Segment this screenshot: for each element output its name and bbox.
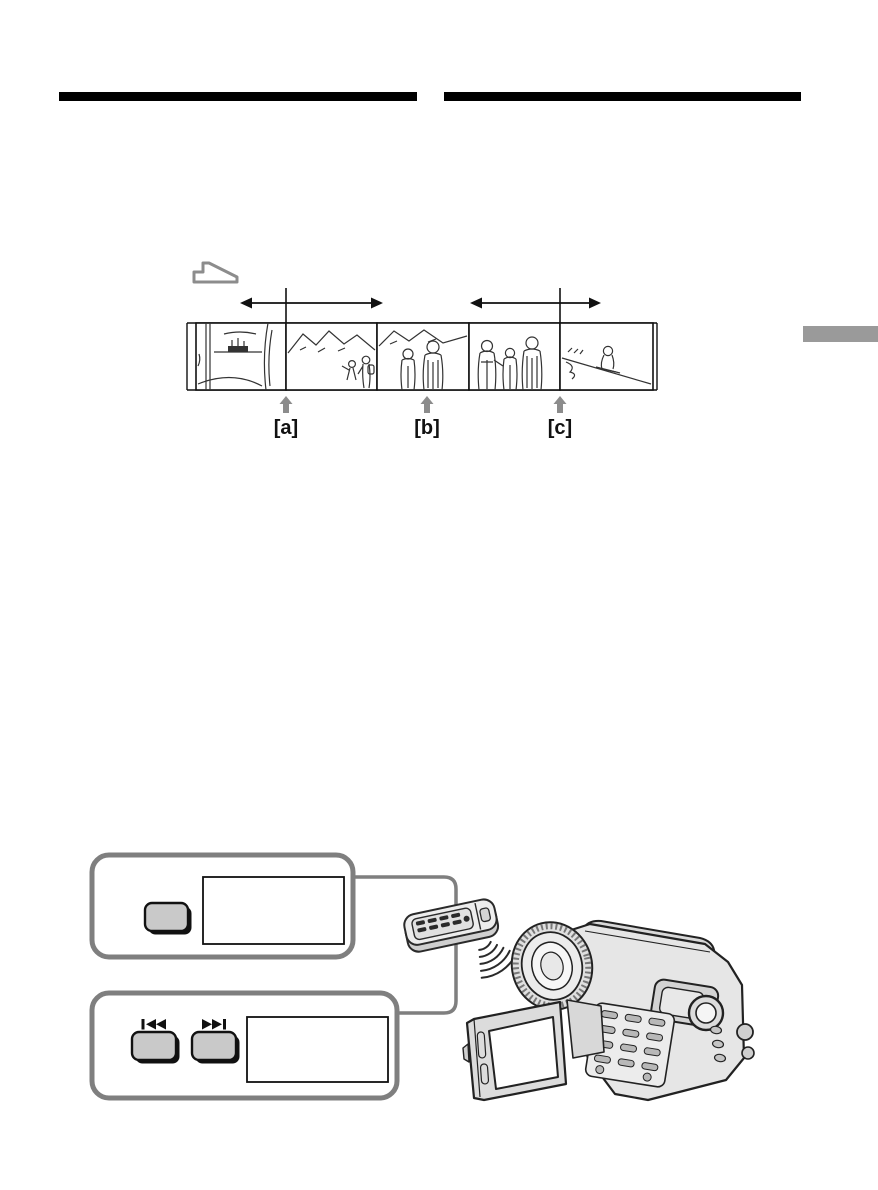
display-window-2 bbox=[247, 1017, 388, 1082]
marker-label-a: [a] bbox=[273, 417, 299, 439]
span-arrow-1 bbox=[240, 298, 383, 309]
callout-box-zero-set-memory bbox=[92, 855, 353, 957]
page-edge-tab bbox=[803, 326, 878, 342]
marker-label-c: [c] bbox=[547, 417, 573, 439]
section-rule-right bbox=[444, 92, 801, 101]
display-window-1 bbox=[203, 877, 344, 944]
lcd-screen bbox=[489, 1017, 558, 1089]
tape-search-figure bbox=[180, 250, 675, 445]
infrared-waves-icon bbox=[479, 942, 516, 978]
marker-arrows bbox=[280, 396, 567, 413]
camcorder-illustration bbox=[463, 914, 754, 1100]
remote-camcorder-figure bbox=[80, 845, 878, 1135]
span-arrow-2 bbox=[470, 298, 601, 309]
lcd-panel bbox=[463, 1002, 566, 1100]
previous-search-button bbox=[132, 1032, 176, 1060]
callout-box-index-search bbox=[92, 993, 397, 1098]
zero-set-memory-button bbox=[145, 903, 188, 931]
next-search-button bbox=[192, 1032, 236, 1060]
section-rule-left bbox=[59, 92, 417, 101]
tape-icon bbox=[194, 263, 237, 282]
remote-control bbox=[402, 897, 500, 953]
marker-label-b: [b] bbox=[414, 417, 440, 439]
